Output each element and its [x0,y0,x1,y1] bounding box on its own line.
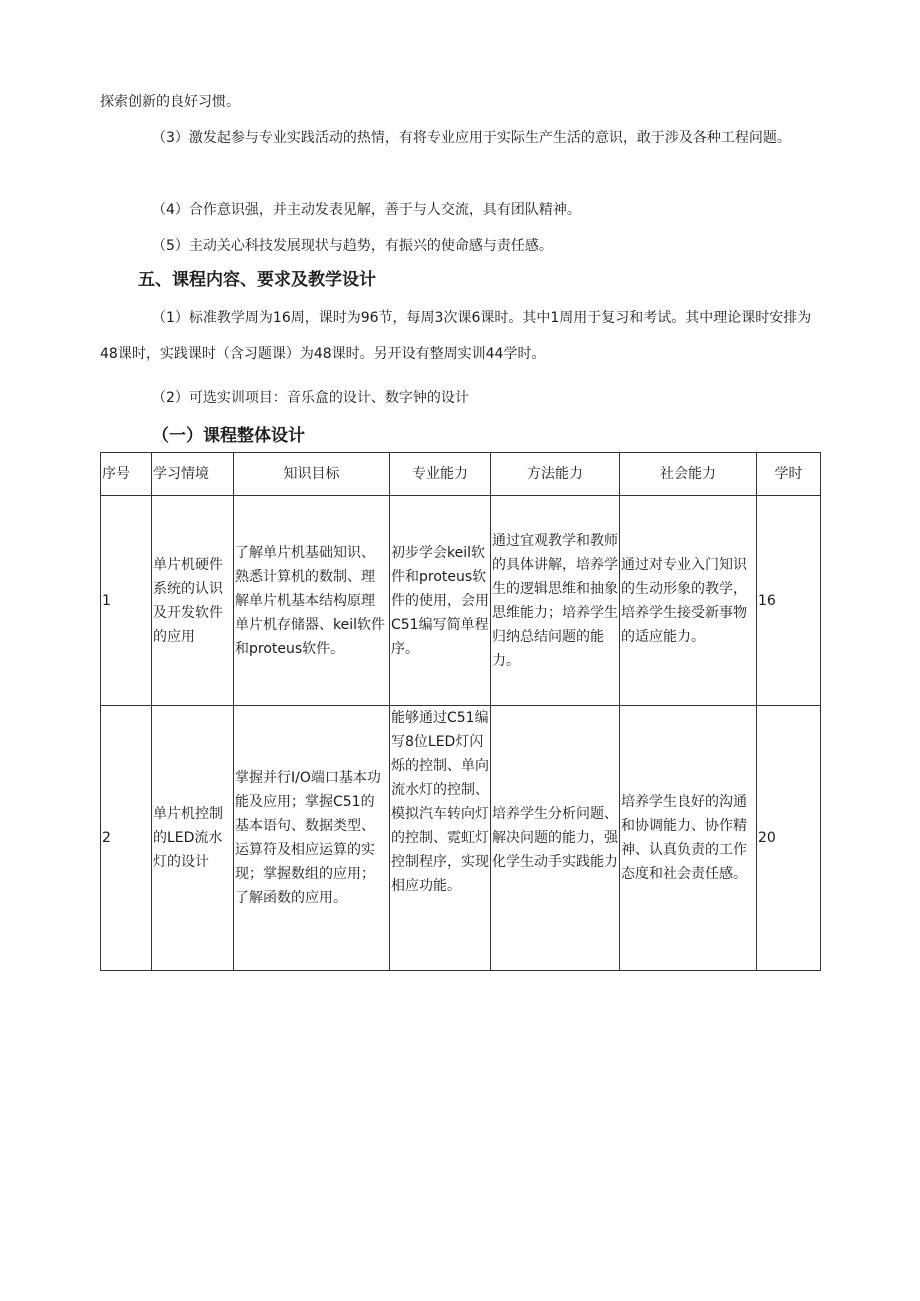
section-title: 五、课程内容、要求及教学设计 [138,270,376,290]
header-situation: 学习情境 [152,453,234,496]
header-social: 社会能力 [620,453,757,496]
header-knowledge: 知识目标 [234,453,390,496]
paragraph-course-1: （1）标准教学周为16周，课时为96节，每周3次课6课时。其中1周用于复习和考试。其中理论课时安排为48课时，实践课时（含习题课）为48课时。另开设有整周实训44学时。 [100,310,812,362]
table-row [101,496,821,706]
cell-seq: 2 [101,706,152,971]
course-design-table [100,452,821,971]
cell-method: 通过宜观教学和教师的具体讲解，培养学生的逻辑思维和抽象思维能力；培养学生归纳总结问题的能力。 [491,496,620,706]
header-seq: 序号 [101,453,152,496]
subsection-title: （一）课程整体设计 [152,426,305,446]
header-hours: 学时 [757,453,821,496]
paragraph-continuation: 探索创新的良好习惯。 [100,94,240,110]
cell-situation: 单片机硬件系统的认识及开发软件的应用 [152,496,234,706]
cell-knowledge: 了解单片机基础知识、熟悉计算机的数制、理解单片机基本结构原理单片机存储器、keil软件和proteus软件。 [234,496,390,706]
paragraph-course-2: （2）可选实训项目：音乐盒的设计、数字钟的设计 [152,390,469,406]
table-header-row [101,453,821,496]
cell-situation: 单片机控制的LED流水灯的设计 [152,706,234,971]
header-method: 方法能力 [491,453,620,496]
header-professional: 专业能力 [390,453,491,496]
paragraph-goal-4: （4）合作意识强，并主动发表见解，善于与人交流，具有团队精神。 [152,202,581,218]
cell-social: 培养学生良好的沟通和协调能力、协作精神、认真负责的工作态度和社会责任感。 [620,706,757,971]
paragraph-goal-3: （3）激发起参与专业实践活动的热情，有将专业应用于实际生产生活的意识，敢于涉及各种工程问题。 [152,130,791,146]
cell-hours: 16 [757,496,821,706]
cell-social: 通过对专业入门知识的生动形象的教学，培养学生接受新事物的适应能力。 [620,496,757,706]
cell-seq: 1 [101,496,152,706]
table-row [101,706,821,971]
cell-knowledge: 掌握并行I/O端口基本功能及应用；掌握C51的基本语句、数据类型、运算符及相应运算的实现；掌握数组的应用；了解函数的应用。 [234,706,390,971]
cell-method: 培养学生分析问题、解决问题的能力，强化学生动手实践能力 [491,706,620,971]
cell-professional: 初步学会keil软件和proteus软件的使用，会用C51编写简单程序。 [390,496,491,706]
cell-hours: 20 [757,706,821,971]
cell-professional: 能够通过C51编写8位LED灯闪烁的控制、单向流水灯的控制、模拟汽车转向灯的控制、霓虹灯控制程序，实现相应功能。 [390,706,491,971]
paragraph-goal-5: （5）主动关心科技发展现状与趋势，有振兴的使命感与责任感。 [152,238,553,254]
